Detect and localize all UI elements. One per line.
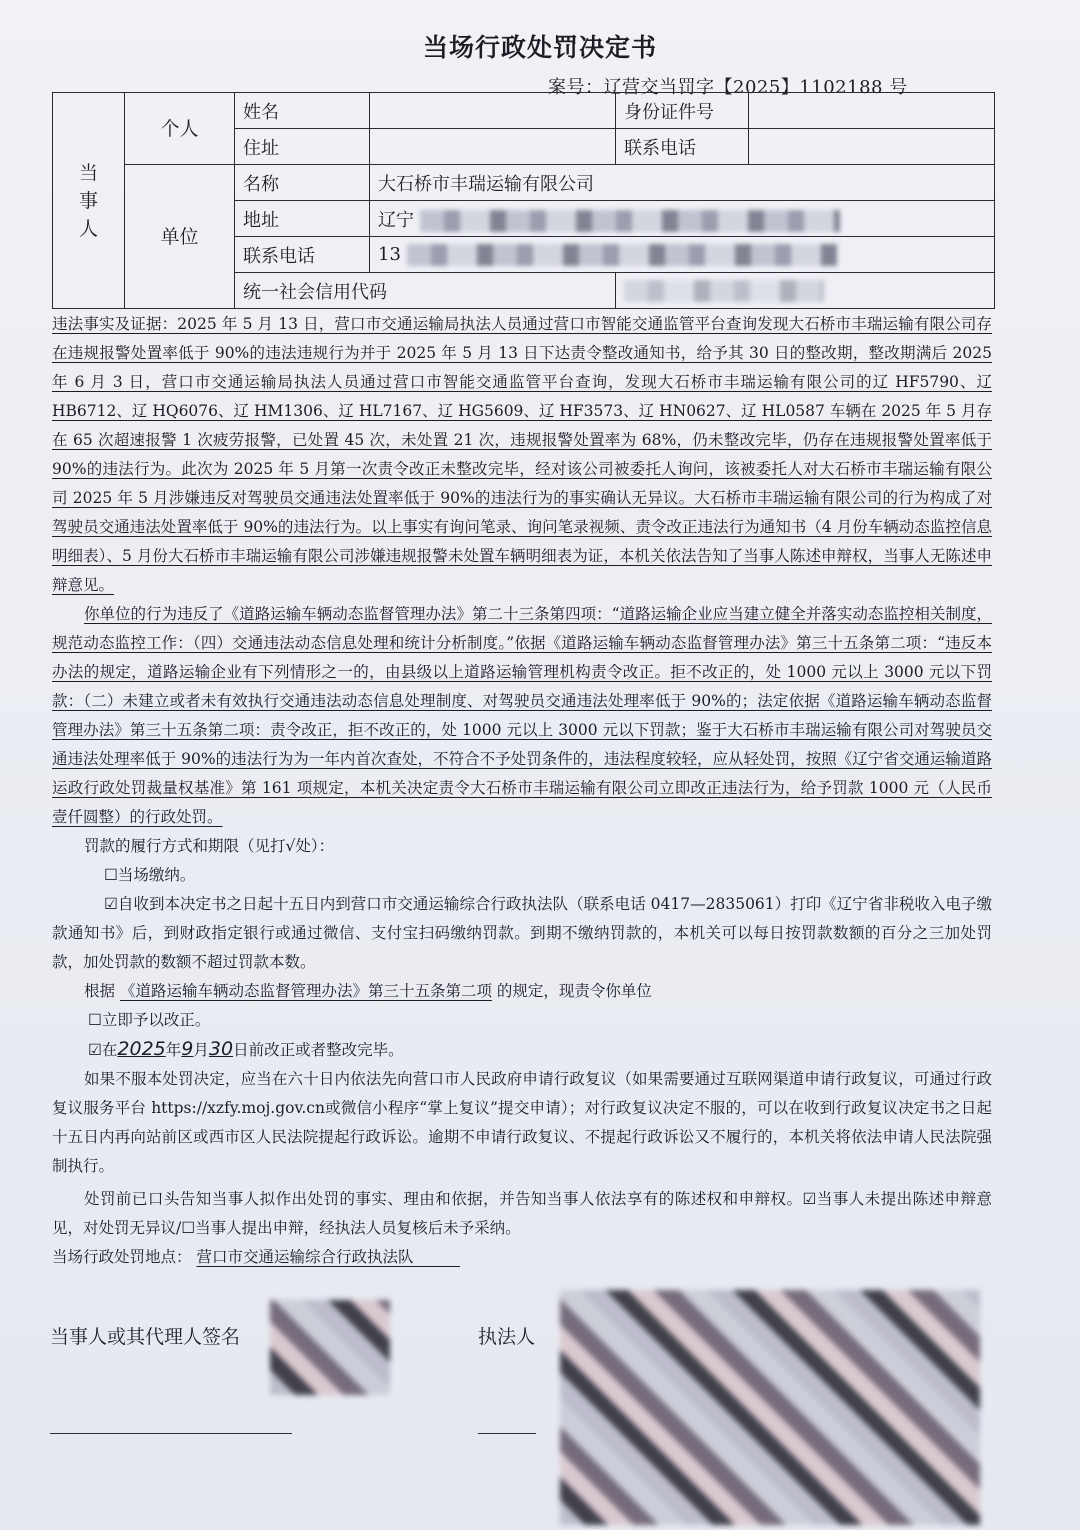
facts-paragraph: 违法事实及证据：2025 年 5 月 13 日，营口市交通运输局执法人员通过营口市智能交通监管平台查询发现大石桥市丰瑞运输有限公司存在违规报警处置率低于 90%的违法违规行为并于 2025 年 5 月 13 日下达责令整改通知书，给予其 30 日的整改期，整改期满后 2025 年 6 月 3 日，营口市交通运输局执法人员通过营口市智能交通监管平台查询，发现大石桥市丰瑞运输有限公司的辽 HF5790、辽 HB6712、辽 HQ6076、辽 HM1306、辽 HL7167、辽 HG5609、辽 HF3573、辽 HN0627、辽 HL0587 车辆在 2025 年 5 月存在 65 次超速报警 1 次疲劳报警，已处置 45 次，未处置 21 次，违规报警处置率为 68%，仍未整改完毕，仍存在违规报警处置率低于 90%的违法行为。此次为 2025 年 5 月第一次责令改正未整改完毕，经对该公司被委托人询问，该被委托人对大石桥市丰瑞运输有限公司 2025 年 5 月涉嫌违反对驾驶员交通违法处置率低于 90%的违法行为的事实确认无异议。大石桥市丰瑞运输有限公司的行为构成了对驾驶员交通违法处置率低于 90%的违法行为。以上事实有询问笔录、询问笔录视频、责令改正违法行为通知书（4 月份车辆动态监控信息明细表）、5 月份大石桥市丰瑞运输有限公司涉嫌违规报警未处置车辆明细表为证，本机关依法告知了当事人陈述申辩权，当事人无陈述申辩意见。 (52, 315, 992, 594)
order-prefix: 根据 (84, 982, 116, 1000)
phone-value (749, 129, 995, 165)
order-by-date-option (52, 1035, 992, 1065)
legal-basis-paragraph: 你单位的行为违反了《道路运输车辆动态监督管理办法》第二十三条第四项：“道路运输企业应当建立健全并落实动态监控相关制度，规范动态监控工作：（四）交通违法动态信息处理和统计分析制度。”依据《道路运输车辆动态监督管理办法》第三十五条第二项：“违反本办法的规定，道路运输企业有下列情形之一的，由县级以上道路运输管理机构责令改正。拒不改正的，处 1000 元以上 3000 元以下罚款：（二）未建立或者未有效执行交通违法动态信息处理制度、对驾驶员交通违法处理率低于 90%的；法定依据《道路运输车辆动态监督管理办法》第三十五条第二项：责令改正，拒不改正的，处 1000 元以上 3000 元以下罚款；鉴于大石桥市丰瑞运输有限公司对驾驶员交通违法处理率低于 90%的违法行为为一年内首次查处，不符合不予处罚条件的，违法程度较轻，应从轻处罚，按照《辽宁省交通运输道路运政行政处罚裁量权基准》第 161 项规定，本机关决定责令大石桥市丰瑞运输有限公司立即改正违法行为，给予罚款 1000 元（人民币壹仟圆整）的行政处罚。 (52, 605, 992, 826)
location-label: 当场行政处罚地点： (52, 1248, 192, 1266)
order-month: 9 (181, 1038, 194, 1060)
redacted-address (420, 210, 840, 232)
notice-paragraph: 处罚前已口头告知当事人拟作出处罚的事实、理由和依据，并告知当事人依法享有的陈述权和申辩权。☑当事人未提出陈述申辩意见，对处罚无异议/☐当事人提出申辩，经执法人员复核后未予采纳。 (52, 1190, 992, 1237)
document-body (52, 310, 992, 1272)
payment-onsite-option: ☐当场缴纳。 (104, 866, 196, 884)
unit-address-label: 地址 (235, 201, 370, 237)
unit-name-value: 大石桥市丰瑞运输有限公司 (370, 165, 995, 201)
order-year: 2025 (117, 1038, 166, 1060)
document-title: 当场行政处罚决定书 (422, 33, 657, 62)
officer-signature-label: 执法人 (478, 1326, 536, 1348)
individual-label: 个人 (125, 93, 235, 165)
redacted-phone (407, 244, 837, 266)
address-value (370, 129, 616, 165)
payment-15days-option: ☑自收到本决定书之日起十五日内到营口市交通运输综合行政执法队（联系电话 0417—2835061）打印《辽宁省非税收入电子缴款通知书》后，到财政指定银行或通过微信、支付宝扫码缴纳罚款。到期不缴纳罚款的，本机关可以每日按罚款数额的百分之三加处罚款，加处罚款的数额不超过罚款本数。 (52, 895, 992, 971)
unit-phone-label: 联系电话 (235, 237, 370, 273)
credit-code-label: 统一社会信用代码 (235, 273, 616, 309)
unit-phone-value (370, 237, 995, 273)
party-signature-line (50, 1433, 292, 1434)
unit-address-prefix: 辽宁 (378, 209, 414, 231)
unit-address-value (370, 201, 995, 237)
unit-name-label: 名称 (235, 165, 370, 201)
order-paragraph (52, 977, 992, 1006)
location-line (52, 1243, 992, 1272)
party-info-table (52, 92, 995, 309)
name-label: 姓名 (235, 93, 370, 129)
address-label: 住址 (235, 129, 370, 165)
order-immediate-option: ☐立即予以改正。 (88, 1011, 211, 1029)
redacted-credit-code (624, 280, 824, 302)
location-value: 营口市交通运输综合行政执法队 (196, 1248, 414, 1266)
name-value (370, 93, 616, 129)
party-signature-label: 当事人或其代理人签名 (50, 1326, 241, 1348)
credit-code-value (616, 273, 995, 309)
redacted-officer-signature (560, 1290, 980, 1525)
phone-label: 联系电话 (616, 129, 749, 165)
month-unit: 月 (193, 1041, 209, 1059)
unit-label: 单位 (125, 165, 235, 309)
year-unit: 年 (165, 1041, 182, 1059)
order-by-date-suffix: 日前改正或者整改完毕。 (233, 1041, 404, 1059)
party-label: 当 事 人 (53, 93, 125, 309)
unit-phone-prefix: 13 (378, 243, 401, 265)
appeal-paragraph: 如果不服本处罚决定，应当在六十日内依法先向营口市人民政府申请行政复议（如果需要通过互联网渠道申请行政复议，可通过行政复议服务平台 https://xzfy.moj.gov.cn或微信小程序“掌上复议”提交申请）；对行政复议决定不服的，可以在收到行政复议决定书之日起十五日内再向站前区或西市区人民法院提起行政诉讼。逾期不申请行政复议、不提起行政诉讼又不履行的，本机关将依法申请人民法院强制执行。 (52, 1070, 992, 1175)
order-basis: 《道路运输车辆动态监督管理办法》第三十五条第二项 (119, 982, 492, 1000)
officer-signature-line (478, 1433, 536, 1434)
payment-heading: 罚款的履行方式和期限（见打√处）： (84, 837, 335, 855)
redacted-party-signature (270, 1300, 390, 1395)
id-label: 身份证件号 (616, 93, 749, 129)
id-value (749, 93, 995, 129)
case-number: 案号：辽营交当罚字【2025】1102188 号 (548, 77, 908, 98)
order-by-date-check: ☑在 (88, 1041, 118, 1059)
order-day: 30 (208, 1038, 234, 1060)
order-suffix: 的规定，现责令你单位 (496, 982, 652, 1000)
